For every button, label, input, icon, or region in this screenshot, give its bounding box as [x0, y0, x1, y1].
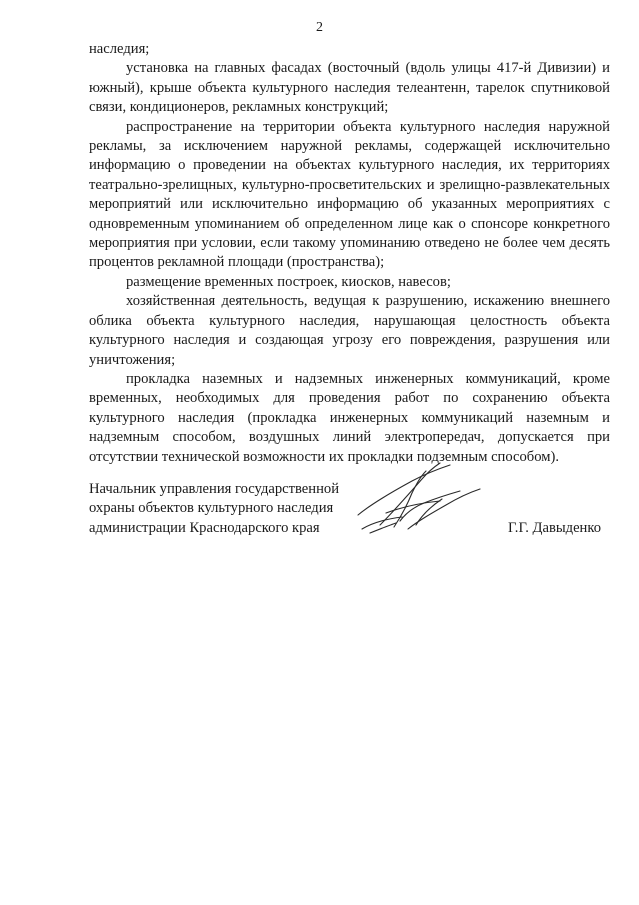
paragraph-outdoor-advertising: распространение на территории объекта культурного наследия наружной рекламы, за исключением наружной рекламы, содержащей исключительно информацию о проведении на объектах культурного наследия, их территориях театрально-зрелищных, культурно-просветительских и зрелищно-развлекательных мероприятий или исключительно информацию об указанных мероприятиях с одновременным упоминанием об определенном лице как о спонсоре конкретного мероприятия при условии, если такому упоминанию отведено не более чем десять процентов рекламной площади (пространства);: [89, 118, 610, 271]
signer-name: Г.Г. Давыденко: [508, 520, 602, 536]
paragraph-utility-lines: прокладка наземных и надземных инженерных коммуникаций, кроме временных, необходимых для проведения работ по сохранению объекта культурного наследия (прокладка инженерных коммуникаций наземным и надземным способом, воздушных линий электропередач, допускается при отсутствии технической возможности их прокладки подземным способом).: [89, 370, 610, 465]
paragraph-continuation: наследия;: [89, 41, 150, 57]
signatory-position: [89, 480, 389, 538]
position-line: охраны объектов культурного наследия: [89, 500, 334, 517]
handwritten-signature: [350, 455, 490, 545]
document-body: [89, 40, 610, 467]
position-line: Начальник управления государственной: [89, 481, 340, 497]
page-number: 2: [316, 20, 323, 35]
position-line: администрации Краснодарского края: [89, 519, 320, 536]
paragraph-temporary-structures: размещение временных построек, киосков, навесов;: [126, 273, 451, 290]
paragraph-facade-installations: установка на главных фасадах (восточный (вдоль улицы 417-й Дивизии) и южный), крыше объекта культурного наследия телеантенн, тарелок спутниковой связи, кондиционеров, рекламных конструкций;: [89, 60, 610, 116]
paragraph-economic-activity: хозяйственная деятельность, ведущая к разрушению, искажению внешнего облика объекта культурного наследия, нарушающая целостность объекта культурного наследия и создающая угрозу его повреждения, разрушения или уничтожения;: [89, 293, 610, 368]
